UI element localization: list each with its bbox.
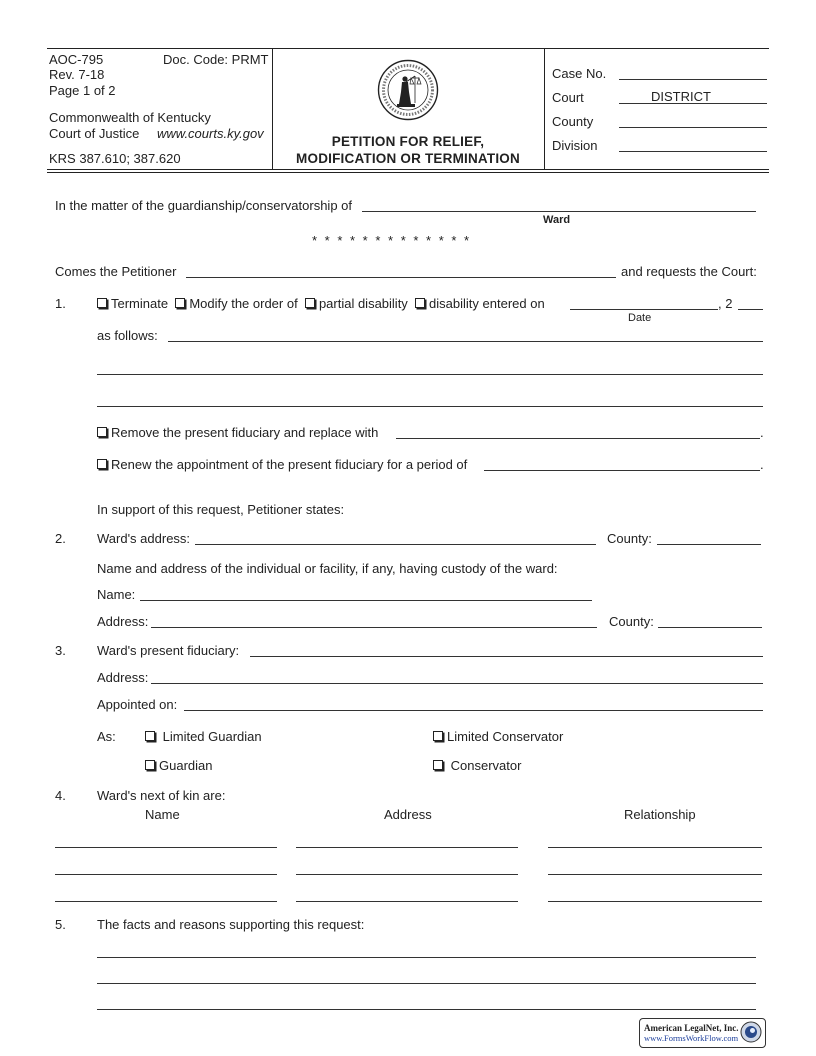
fiduciary-address-label: Address: <box>97 670 149 685</box>
modify-checkbox[interactable] <box>175 298 185 308</box>
kin-name-field[interactable] <box>55 901 277 902</box>
kin-name-header: Name <box>145 807 180 822</box>
limited-guardian-option <box>145 729 262 744</box>
facts-reasons-label: The facts and reasons supporting this request: <box>97 917 365 932</box>
legalnet-badge[interactable] <box>639 1018 766 1048</box>
kin-relationship-field[interactable] <box>548 901 762 902</box>
revision: Rev. 7-18 <box>49 67 105 82</box>
remove-fiduciary-row <box>97 425 378 440</box>
form-number: AOC-795 <box>49 52 104 67</box>
kin-relationship-header: Relationship <box>624 807 696 822</box>
custody-address-label: Address: <box>97 614 149 629</box>
date-caption: Date <box>628 312 652 324</box>
court-of-justice-label: Court of Justice <box>49 126 140 141</box>
conservator-checkbox[interactable] <box>433 760 443 770</box>
next-of-kin-label: Ward's next of kin are: <box>97 788 226 803</box>
renew-appointment-label: Renew the appointment of the present fiduciary for a period of <box>111 457 468 472</box>
facts-field-3[interactable] <box>97 1009 756 1010</box>
limited-conservator-checkbox[interactable] <box>433 731 443 741</box>
period-mark: . <box>760 425 764 440</box>
ward-county-field[interactable] <box>657 544 761 545</box>
custody-label: Name and address of the individual or facility, if any, having custody of the ward: <box>97 561 558 576</box>
division-field[interactable] <box>619 151 767 152</box>
ward-address-label: Ward's address: <box>97 531 191 546</box>
separator-stars: * * * * * * * * * * * * * <box>312 233 472 248</box>
matter-label: In the matter of the guardianship/conservatorship of <box>55 198 353 213</box>
legalnet-company: American LegalNet, Inc. <box>644 1023 739 1033</box>
petitioner-name-field[interactable] <box>186 277 616 278</box>
item-1-number: 1. <box>55 296 66 311</box>
as-follows-field-1[interactable] <box>168 341 763 342</box>
case-number-field[interactable] <box>619 79 767 80</box>
kin-relationship-field[interactable] <box>548 847 762 848</box>
kin-address-field[interactable] <box>296 901 518 902</box>
ward-caption: Ward <box>543 214 571 226</box>
present-fiduciary-label: Ward's present fiduciary: <box>97 643 240 658</box>
partial-disability-label: partial disability <box>318 296 408 311</box>
comes-petitioner-label: Comes the Petitioner <box>55 264 177 279</box>
facts-field-1[interactable] <box>97 957 756 958</box>
as-label: As: <box>97 729 116 744</box>
ward-address-field[interactable] <box>195 544 596 545</box>
remove-fiduciary-label: Remove the present fiduciary and replace with <box>111 425 379 440</box>
replacement-fiduciary-field[interactable] <box>396 438 760 439</box>
custody-county-label: County: <box>609 614 654 629</box>
item-5-number: 5. <box>55 917 66 932</box>
court-value: DISTRICT <box>651 89 711 104</box>
kin-relationship-field[interactable] <box>548 874 762 875</box>
county-label: County <box>552 114 594 129</box>
as-follows-field-3[interactable] <box>97 406 763 407</box>
terminate-label: Terminate <box>111 296 169 311</box>
commonwealth-label: Commonwealth of Kentucky <box>49 110 211 125</box>
kin-address-header: Address <box>384 807 432 822</box>
renew-appointment-checkbox[interactable] <box>97 459 107 469</box>
krs-reference: KRS 387.610; 387.620 <box>49 151 181 166</box>
terminate-checkbox[interactable] <box>97 298 107 308</box>
court-seal-icon <box>377 59 439 121</box>
requests-court-label: and requests the Court: <box>621 264 757 279</box>
year-prefix: , 2 <box>718 296 733 311</box>
custody-address-field[interactable] <box>151 627 597 628</box>
kin-name-field[interactable] <box>55 847 277 848</box>
court-field[interactable] <box>619 103 767 104</box>
partial-disability-checkbox[interactable] <box>305 298 315 308</box>
appointed-on-label: Appointed on: <box>97 697 178 712</box>
as-follows-field-2[interactable] <box>97 374 763 375</box>
renew-appointment-row <box>97 457 467 472</box>
item-4-number: 4. <box>55 788 66 803</box>
form-title-line-2: MODIFICATION OR TERMINATION <box>296 151 520 166</box>
fiduciary-address-field[interactable] <box>151 683 763 684</box>
guardian-label: Guardian <box>159 758 213 773</box>
item-1-options <box>97 296 545 311</box>
guardian-option <box>145 758 212 773</box>
renewal-period-field[interactable] <box>484 470 760 471</box>
kin-address-field[interactable] <box>296 874 518 875</box>
facts-field-2[interactable] <box>97 983 756 984</box>
case-number-label: Case No. <box>552 66 607 81</box>
custody-county-field[interactable] <box>658 627 762 628</box>
year-field[interactable] <box>738 309 763 310</box>
website-link[interactable]: www.courts.ky.gov <box>157 126 264 141</box>
remove-fiduciary-checkbox[interactable] <box>97 427 107 437</box>
disability-date-field[interactable] <box>570 309 718 310</box>
as-follows-label: as follows: <box>97 328 158 343</box>
item-2-number: 2. <box>55 531 66 546</box>
modify-label: Modify the order of <box>189 296 298 311</box>
legalnet-logo-icon <box>740 1021 762 1043</box>
guardian-checkbox[interactable] <box>145 760 155 770</box>
limited-conservator-option <box>433 729 563 744</box>
custody-name-label: Name: <box>97 587 136 602</box>
appointed-on-field[interactable] <box>184 710 763 711</box>
county-field[interactable] <box>619 127 767 128</box>
page-number: Page 1 of 2 <box>49 83 116 98</box>
support-label: In support of this request, Petitioner states: <box>97 502 345 517</box>
legalnet-url[interactable]: www.FormsWorkFlow.com <box>644 1033 739 1043</box>
limited-guardian-label: Limited Guardian <box>162 729 262 744</box>
court-label: Court <box>552 90 584 105</box>
limited-guardian-checkbox[interactable] <box>145 731 155 741</box>
ward-county-label: County: <box>607 531 652 546</box>
period-mark-2: . <box>760 457 764 472</box>
item-3-number: 3. <box>55 643 66 658</box>
doc-code: Doc. Code: PRMT <box>163 52 269 67</box>
disability-checkbox[interactable] <box>415 298 425 308</box>
conservator-label: Conservator <box>450 758 522 773</box>
conservator-option <box>433 758 521 773</box>
disability-label: disability entered on <box>429 296 545 311</box>
division-label: Division <box>552 138 598 153</box>
kin-name-field[interactable] <box>55 874 277 875</box>
form-title-line-1: PETITION FOR RELIEF, <box>331 134 485 149</box>
present-fiduciary-field[interactable] <box>250 656 763 657</box>
custody-name-field[interactable] <box>140 600 592 601</box>
kin-address-field[interactable] <box>296 847 518 848</box>
limited-conservator-label: Limited Conservator <box>447 729 564 744</box>
ward-name-field[interactable] <box>362 211 756 212</box>
